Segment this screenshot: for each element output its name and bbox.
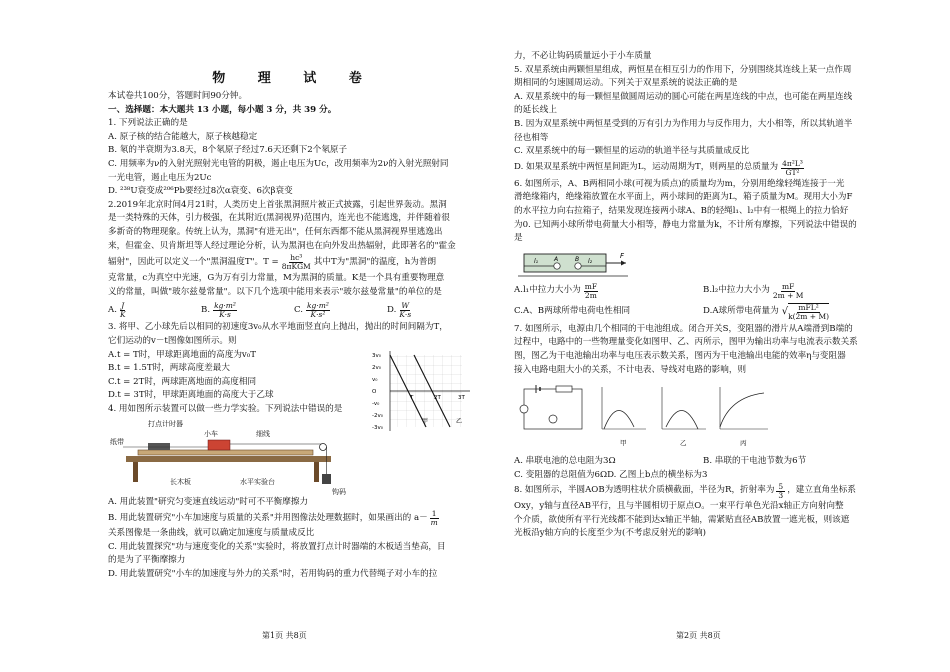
one-over-m-num: 1 xyxy=(431,510,437,519)
question-8 xyxy=(514,482,892,541)
unit-denominator: K·s² xyxy=(310,309,326,319)
q7-option-b: B. 串联的干电池节数为6节 xyxy=(703,456,807,467)
q2-line-5b: 其中T为"黑洞"的温度，h为普朗 xyxy=(313,256,437,267)
vt-y-tick-label: 3v₀ xyxy=(372,353,381,360)
q8-line-1a: 8. 如图所示，半圆AOB为透明柱状介质横截面，半径为R，折射率为 xyxy=(514,485,775,496)
ball-a xyxy=(554,263,560,269)
sqrt-sign: √ xyxy=(781,305,789,317)
q4-option-d: D. 用此装置研究"小车的加速度与外力的关系"时，若用钩码的重力代替绳子对小车的拉 xyxy=(108,568,438,579)
q2-option-b xyxy=(201,302,294,319)
q6-option-b-text: B.l₂中拉力大小为 xyxy=(703,285,770,296)
q6-line-5: 是 xyxy=(514,233,523,244)
q2-option-a xyxy=(108,302,201,319)
q2-line-6: 克常量，c为真空中光速，G为万有引力常量，M为黑洞的质量。K是一个具有重要物理意 xyxy=(108,273,445,284)
jia-label: 甲 xyxy=(422,418,429,426)
q7-line-2: 过程中，电路中的一些物理量变化如图甲、乙、丙所示，图甲为输出功率与电流表示数关系 xyxy=(514,337,858,348)
section-heading: 一、选择题：本大题共 13 小题，每小题 3 分，共 39 分。 xyxy=(108,104,337,115)
q1-option-d: D. ²³⁸U衰变成²⁰⁶Pb要经过8次α衰变、6次β衰变 xyxy=(108,186,293,197)
box-drawing xyxy=(518,246,648,280)
label-cart: 小车 xyxy=(204,430,218,439)
q6-option-a xyxy=(514,283,703,300)
q6-d-num: mFL² xyxy=(798,302,819,312)
question-2 xyxy=(108,199,480,322)
label-timer: 打点计时器 xyxy=(148,420,183,429)
table-leg-right xyxy=(314,462,319,482)
q5-option-a: A. 双星系统中的每一颗恒星做圆周运动的圆心可能在两星连线的中点，也可能在两星连线 xyxy=(514,91,853,102)
intro-text: 本试卷共100分，答题时间90分钟。 xyxy=(108,91,248,101)
graph-label-bing: 丙 xyxy=(740,439,747,448)
circuit-drawing xyxy=(516,379,776,455)
page-number-left: 第1页 共8页 xyxy=(262,631,307,640)
question-4 xyxy=(108,403,480,582)
q6-b-fraction xyxy=(773,283,804,300)
refractive-index xyxy=(776,483,785,500)
fig-label-l2: l₂ xyxy=(588,257,593,265)
graph-c-curve xyxy=(720,393,764,427)
question-7 xyxy=(514,323,892,483)
vt-x-tick-label: 2T xyxy=(434,395,441,402)
q3-option-d: D.t = 3T时，甲球距离地面的高度大于乙球 xyxy=(108,390,274,401)
q2-line-4: 来，但霍金、贝肯斯坦等人经过理论分析，认为黑洞也在向外发出热辐射，此即著名的"霍金 xyxy=(108,240,456,251)
fig-label-f: F xyxy=(620,251,625,260)
q6-option-a-text: A.l₁中拉力大小为 xyxy=(514,285,581,296)
q3-line-2: 它们运动的v－t图像如图所示。则 xyxy=(108,335,237,346)
label-string: 细线 xyxy=(256,430,270,439)
hook-weight xyxy=(322,474,331,484)
label-weight: 钩码 xyxy=(332,488,346,497)
formula-denominator: 8πKGM xyxy=(281,262,311,272)
q2-option-d xyxy=(387,302,480,319)
q6-option-d-text: D.A球所带电荷量为 xyxy=(703,305,779,316)
yi-label: 乙 xyxy=(456,418,463,426)
experiment-apparatus xyxy=(108,416,480,496)
unit-fraction xyxy=(306,302,330,319)
q5-option-a-cont: 的延长线上 xyxy=(514,105,557,116)
vt-y-tick-label: -3v₀ xyxy=(372,425,383,432)
q6-options-ab xyxy=(514,282,892,301)
q3-option-a: A.t = T时，甲球距离地面的高度为v₀T xyxy=(108,349,256,360)
graph-label-jia: 甲 xyxy=(620,439,627,448)
q6-d-den: k(2m + M) xyxy=(788,311,830,321)
paper-title: 物 理 试 卷 xyxy=(212,71,376,86)
table-top xyxy=(126,456,331,462)
pulley xyxy=(320,444,327,451)
q6-d-fraction xyxy=(788,303,829,321)
refractive-den: 3 xyxy=(778,490,784,500)
q6-options-cd xyxy=(514,301,892,323)
q5-option-d xyxy=(514,159,892,178)
temperature-formula xyxy=(282,254,311,271)
question-5 xyxy=(514,64,892,178)
q2-line-7: 义的常量，叫做"玻尔兹曼常量"。以下几个选项中能用来表示"玻尔兹曼常量"的单位的是 xyxy=(108,286,442,297)
total-mass-num: 4π²L³ xyxy=(782,158,803,168)
long-board xyxy=(138,450,313,455)
fig-label-a: A xyxy=(554,255,559,263)
unit-numerator: kg·m² xyxy=(307,300,329,310)
fig-label-l1: l₁ xyxy=(534,257,539,265)
force-arrowhead xyxy=(621,260,626,265)
label-board: 长木板 xyxy=(170,478,191,487)
table-leg-left xyxy=(133,462,138,482)
q8-line-1b: ，建立直角坐标系 xyxy=(787,485,856,496)
q4-option-b-text: B. 用此装置研究"小车加速度与质量的关系"并用图像法处理数据时，如果画出的 a－ xyxy=(108,512,428,523)
q1-stem: 1. 下列说法正确的是 xyxy=(108,118,188,129)
q6-option-d xyxy=(703,303,892,321)
q2-line-5a: 辐射"，因此可以定义一个"黑洞温度T"。T = xyxy=(108,256,279,267)
q6-option-b xyxy=(703,283,892,300)
q7-line-1: 7. 如图所示，电源由几个相同的干电池组成。闭合开关S，变阻器的滑片从A端滑到B端的 xyxy=(514,323,853,334)
q2-option-key: D. xyxy=(387,304,397,315)
q1-option-c: C. 用频率为ν的入射光照射光电管的阴极，遏止电压为Uc，改用频率为2ν的入射光照射同 xyxy=(108,158,449,169)
unit-fraction xyxy=(399,302,411,319)
q2-options xyxy=(108,299,480,321)
unit-numerator: kg·m² xyxy=(214,300,236,310)
q4-option-c-cont: 的是为了平衡摩擦力 xyxy=(108,555,186,566)
q5-option-c: C. 双星系统中的每一颗恒星的运动的轨道半径与其质量成反比 xyxy=(514,146,750,157)
q5-option-b-cont: 径也相等 xyxy=(514,132,549,143)
vt-y-tick-label: 2v₀ xyxy=(372,365,381,372)
unit-numerator: J xyxy=(121,300,125,310)
unit-numerator: W xyxy=(401,300,410,310)
graph-a-curve xyxy=(604,411,634,430)
page-number-right: 第2页 共8页 xyxy=(676,631,721,640)
q1-option-c-cont: 一光电管，遏止电压为2Uc xyxy=(108,172,212,183)
vt-x-tick-label: T xyxy=(410,395,414,402)
q6-line-4: 为0. 已知两小球所带电荷量大小相等，静电力常量为k，不计所有摩擦，下列说法中错误的 xyxy=(514,219,857,230)
q3-option-c: C.t = 2T时，两球距离地面的高度相同 xyxy=(108,376,257,387)
circuit-figures xyxy=(514,377,892,455)
label-tape: 纸带 xyxy=(110,438,124,447)
right-page xyxy=(514,10,892,541)
q7-option-cd: C. 变阻器的总阻值为6ΩD. 乙图上b点的横坐标为3 xyxy=(514,469,708,480)
fig-label-b: B xyxy=(575,255,580,263)
graph-label-yi: 乙 xyxy=(680,439,687,448)
q2-option-key: C. xyxy=(294,304,304,315)
box-figure xyxy=(514,246,892,282)
unit-denominator: K xyxy=(119,309,126,319)
q6-line-3: 的水平拉力向右拉箱子，结果发现连接两小球A、B的轻绳l₁、l₂中有一根绳上的拉力恰好 xyxy=(514,205,849,216)
vt-x-tick-label: 3T xyxy=(458,395,465,402)
q1-option-b: B. 氡的半衰期为3.8天，8个氡原子经过7.6天还剩下2个氡原子 xyxy=(108,145,348,156)
q6-line-1: 6. 如图所示，A、B两相同小球(可视为质点)的质量均为m，分别用绝缘轻绳连接于一光 xyxy=(514,178,845,189)
vt-y-tick-label: -v₀ xyxy=(372,401,380,408)
q8-line-4: 光板沿y轴方向的长度至少为(不考虑反射光的影响) xyxy=(514,528,707,539)
q7-options-ab xyxy=(514,455,892,469)
q2-line-5 xyxy=(108,253,480,272)
q4-stem: 4. 用如图所示装置可以做一些力学实验。下列说法中错误的是 xyxy=(108,403,343,414)
label-table: 水平实验台 xyxy=(240,478,275,487)
unit-denominator: K·s xyxy=(399,309,412,319)
voltmeter xyxy=(549,415,557,423)
question-1 xyxy=(108,117,480,199)
q8-line-1 xyxy=(514,482,892,500)
q4-option-a: A. 用此装置"研究匀变速直线运动"时可不平衡摩擦力 xyxy=(108,497,309,508)
q6-a-fraction xyxy=(584,283,598,300)
left-page xyxy=(108,10,480,581)
timer-body xyxy=(148,443,170,450)
q6-a-num: mF xyxy=(584,282,598,291)
q8-line-2: Oxy，y轴与直径AB平行，且与半圆相切于原点O。一束平行单色光沿x轴正方向射向整 xyxy=(514,501,844,512)
q5-option-d-text: D. 如果双星系统中两恒星间距为L，运动周期为T，则两星的总质量为 xyxy=(514,162,779,173)
graph-b-curve xyxy=(666,411,698,430)
q1-option-a: A. 原子核的结合能越大，原子核越稳定 xyxy=(108,131,258,142)
q4-option-b-cont: 关系图像是一条曲线，就可以确定加速度与质量成反比 xyxy=(108,528,315,539)
question-6 xyxy=(514,178,892,323)
q5-option-b: B. 因为双星系统中两恒星受到的万有引力为作用力与反作用力，大小相等，所以其轨道半 xyxy=(514,118,853,129)
total-mass-den: GT² xyxy=(785,167,800,177)
refractive-num: 5 xyxy=(778,482,784,491)
q4-option-b xyxy=(108,510,480,527)
q3-option-b: B.t = 1.5T时，两球高度差最大 xyxy=(108,363,230,374)
q6-b-den: 2m + M xyxy=(772,290,804,300)
q7-option-a: A. 串联电池的总电阻为3Ω xyxy=(514,456,616,467)
q5-line-1: 5. 双星系统由两颗恒星组成，两恒星在相互引力的作用下，分别围绕其连线上某一点作周 xyxy=(514,64,852,75)
q7-line-4: 接入电路电阻大小的关系，不计电表、导线对电路的影响，则 xyxy=(514,364,747,375)
unit-fraction xyxy=(213,302,237,319)
q4-option-c: C. 用此装置探究"功与速度变化的关系"实验时，将放置打点计时器端的木板适当垫高，目 xyxy=(108,541,446,552)
q7-line-3: 图，图乙为干电池输出功率与电压表示数关系，图丙为干电池输出电能的效率η与变阻器 xyxy=(514,350,846,361)
rheostat xyxy=(556,386,572,392)
q6-option-c: C.A、B两球所带电荷电性相同 xyxy=(514,305,631,316)
formula-numerator: hc³ xyxy=(290,253,303,263)
q2-option-c xyxy=(294,302,387,319)
q4-d-continuation: 力，不必让钩码质量远小于小车质量 xyxy=(514,51,652,61)
one-over-m-den: m xyxy=(430,518,438,528)
q3-line-1: 3. 将甲、乙小球先后以相同的初速度3v₀从水平地面竖直向上抛出，抛出的时间间隔为T， xyxy=(108,322,448,333)
q6-b-num: mF xyxy=(781,282,795,291)
q2-line-2: 是一类特殊的天体，引力极强，在其附近(黑洞视界)范围内，连光也不能逃逸，并伴随着很 xyxy=(108,213,450,224)
unit-fraction xyxy=(120,302,126,319)
q2-option-key: A. xyxy=(108,304,117,315)
unit-denominator: K·s xyxy=(219,309,231,319)
q2-line-1: 2.2019年北京时间4月21时，人类历史上首张黑洞照片被正式披露，引起世界轰动。黑洞 xyxy=(108,199,447,210)
q8-line-3: 个介质，欲使所有平行光线都不能到达x轴正半轴，需紧贴直径AB放置一遮光板，则该遮 xyxy=(514,514,850,525)
q6-line-2: 滑绝缘箱内，绝缘箱放置在水平面上，两小球间的距离为L，箱子质量为M。现用大小为F xyxy=(514,192,853,203)
vt-y-tick-label: -2v₀ xyxy=(372,413,383,420)
q2-line-3: 多新奇的物理现象。传统上认为，黑洞"有进无出"，任何东西都不能从黑洞视界里逃逸出 xyxy=(108,226,443,237)
q2-option-key: B. xyxy=(201,304,211,315)
ball-b xyxy=(575,263,581,269)
q6-a-den: 2m xyxy=(584,290,597,300)
vt-y-tick-label: v₀ xyxy=(372,377,378,384)
total-mass-formula xyxy=(781,160,804,177)
q5-line-2: 期相同的匀速圆周运动。下列关于双星系统的说法正确的是 xyxy=(514,78,738,89)
one-over-m xyxy=(430,510,439,527)
ammeter xyxy=(520,405,528,413)
vt-y-tick-label: O xyxy=(372,389,377,396)
